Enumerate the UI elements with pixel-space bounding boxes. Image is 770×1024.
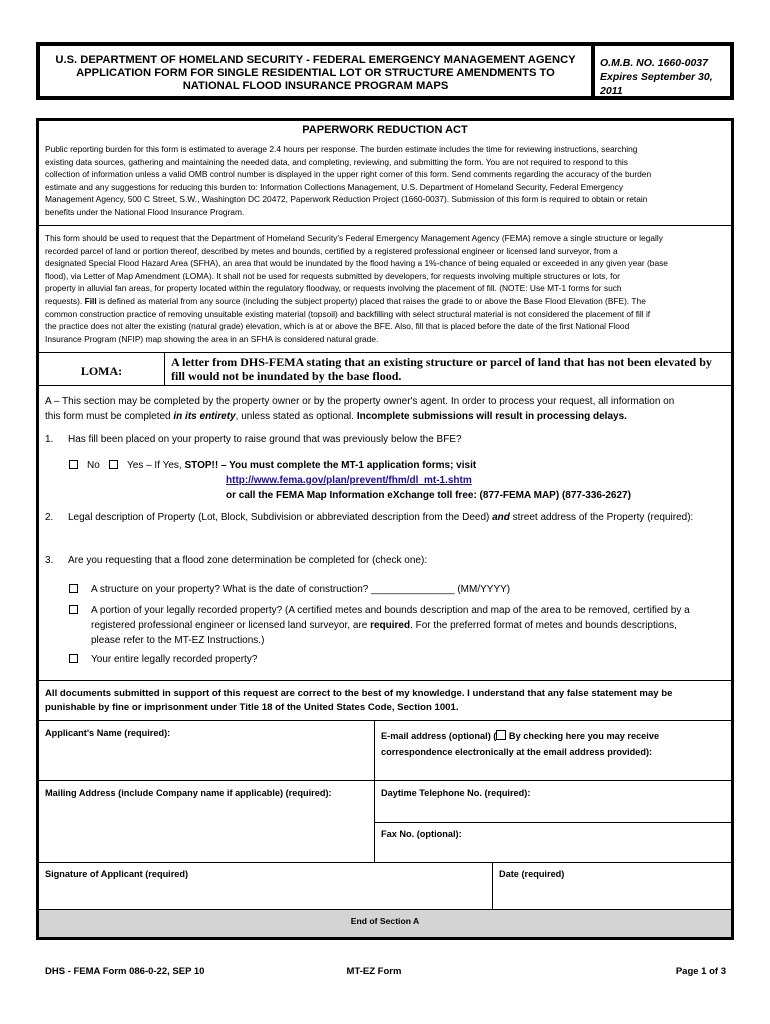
mt1-link[interactable]: http://www.fema.gov/plan/prevent/fhm/dl_mt-1.shtm	[226, 475, 472, 486]
divider	[39, 225, 731, 226]
phone-field[interactable]	[377, 802, 729, 820]
divider	[39, 720, 731, 721]
fax-field[interactable]	[377, 843, 729, 860]
pra-line: Management Agency, 500 C Street, S.W., Washington DC 20472, Paperwork Reduction Project (1660-0037). Submission of this form is required to obtain or retain	[45, 194, 648, 205]
divider	[492, 862, 493, 909]
intro-line: A – This section may be completed by the property owner or by the property owner's agent. In order to process your request, all information on	[45, 396, 675, 407]
loma-def-line: A letter from DHS-FEMA stating that an existing structure or parcel of land that has not been elevated by	[171, 355, 712, 369]
pra-line: Public reporting burden for this form is estimated to average 2.4 hours per response. The burden estimate includes the time for reviewing instructions, searching	[45, 144, 638, 154]
intro-warning: Incomplete submissions will result in processing delays.	[356, 411, 627, 422]
q3-number: 3.	[45, 555, 54, 566]
section-a-intro	[45, 394, 729, 424]
email-seg: E-mail address (optional) (	[381, 731, 497, 741]
email-seg: By checking here you may receive	[506, 731, 660, 741]
q3-required: required	[370, 620, 411, 631]
email-line	[381, 728, 659, 744]
yes-seg: Yes – If Yes,	[127, 460, 185, 471]
phone-label: Daytime Telephone No. (required):	[381, 788, 531, 798]
instr-fill-term: Fill	[84, 295, 97, 306]
instr-line: This form should be used to request that the Department of Homeland Security's Federal Emergency Management Agency (FEMA) remove a single structure or legally	[45, 233, 663, 243]
q2-number: 2.	[45, 512, 54, 523]
q3-seg: . For the preferred format of metes and bounds descriptions,	[410, 620, 677, 631]
instr-line: flood), via Letter of Map Amendment (LOMA). It shall not be used for requests submitted by developers, for requests involving multiple structures or lots, for	[45, 270, 620, 281]
instr-line: property in alluvial fan areas, for property located within the regulatory floodway, or requests involving the placement of fill. (NOTE: Use MT-1 forms for such	[45, 283, 622, 294]
q3-portion-label	[91, 603, 731, 648]
intro-seg: this form must be completed	[45, 411, 174, 422]
q3-entire-checkbox[interactable]	[69, 654, 78, 663]
instr-seg: is defined as material from any source (including the subject property) placed that raises the grade to or above the Base Flood Elevation (BFE). The	[96, 295, 646, 306]
divider	[39, 352, 731, 353]
intro-seg: , unless stated as optional.	[235, 411, 357, 422]
divider	[39, 385, 731, 386]
q3-portion-line: please refer to the MT-EZ Instructions.)	[91, 635, 265, 646]
cert-line: punishable by fine or imprisonment under Title 18 of the United States Code, Section 1001.	[45, 702, 459, 713]
q1-no-checkbox[interactable]	[69, 460, 78, 469]
instr-line: the practice does not alter the existing (natural grade) elevation, which is at or above the BFE. Also, fill that is placed before the date of the first National Flood	[45, 321, 630, 332]
pra-text	[45, 143, 729, 219]
q3-portion-line: A portion of your legally recorded property? (A certified metes and bounds description and map of the area to be removed, certified by a	[91, 605, 690, 616]
omb-block	[600, 56, 730, 98]
form-header	[36, 42, 734, 100]
pra-heading: PAPERWORK REDUCTION ACT	[302, 124, 468, 136]
q1-no-label: No	[87, 460, 100, 471]
mailing-address-label: Mailing Address (include Company name if applicable) (required):	[45, 788, 332, 798]
q1-number: 1.	[45, 434, 54, 445]
email-line: correspondence electronically at the email address provided):	[381, 747, 653, 757]
date-label: Date (required)	[499, 869, 565, 879]
q2-and: and	[492, 512, 510, 523]
stop-warning: STOP!! – You must complete the MT-1 application forms; visit	[184, 460, 477, 471]
certification-text	[45, 687, 729, 715]
instr-line: recorded parcel of land or portion thereof, described by metes and bounds, certified by a registered professional engineer or licensed land surveyor, from a	[45, 245, 618, 256]
footer-page-number: Page 1 of 3	[675, 966, 726, 977]
q2-seg: Legal description of Property (Lot, Block, Subdivision or abbreviated description from the Deed)	[68, 512, 493, 523]
q3-structure-checkbox[interactable]	[69, 584, 78, 593]
divider	[164, 352, 165, 385]
email-opt-in-checkbox[interactable]	[496, 730, 506, 740]
instr-line: designated Special Flood Hazard Area (SFHA), an area that would be inundated by the flood having a 1%-chance of being equaled or exceeded in any given year (base	[45, 258, 668, 269]
date-field[interactable]	[495, 883, 729, 907]
applicant-name-field[interactable]	[41, 744, 372, 778]
q1-yes-label	[127, 458, 476, 473]
title-line-3: NATIONAL FLOOD INSURANCE PROGRAM MAPS	[182, 80, 449, 92]
q3-portion-line	[91, 618, 731, 633]
signature-label: Signature of Applicant (required)	[45, 869, 189, 879]
q3-portion-checkbox[interactable]	[69, 605, 78, 614]
q2-seg: street address of the Property (required):	[509, 512, 694, 523]
divider	[39, 680, 731, 681]
form-title	[40, 46, 595, 96]
loma-def-line: fill would not be inundated by the base flood.	[171, 369, 402, 383]
email-label	[381, 728, 659, 760]
q1-text: Has fill been placed on your property to raise ground that was previously below the BFE?	[68, 434, 462, 445]
instructions-text	[45, 232, 729, 345]
femamap-phone: or call the FEMA Map Information eXchange toll free: (877-FEMA MAP) (877-336-2627)	[226, 490, 631, 501]
q3-seg: registered professional engineer or licensed land surveyor, are	[91, 620, 371, 631]
q3-structure-label: A structure on your property? What is the date of construction? _______________ (MM/YYYY)	[91, 584, 511, 595]
omb-expires: Expires September 30, 2011	[600, 71, 713, 97]
instr-line: common construction practice of removing unsuitable existing material (topsoil) and backfilling with select structural material is not considered the placement of fill if	[45, 308, 651, 319]
applicant-name-label: Applicant's Name (required):	[45, 728, 171, 738]
pra-line: collection of information unless a valid OMB control number is displayed in the upper right corner of this form. Send comments regarding the accuracy of the burden	[45, 169, 652, 180]
pra-line: benefits under the National Flood Insurance Program.	[45, 206, 245, 217]
divider	[374, 822, 731, 823]
q2-text	[68, 510, 730, 525]
q1-yes-checkbox[interactable]	[109, 460, 118, 469]
cert-line: All documents submitted in support of this request are correct to the best of my knowledge. I understand that any false statement may be	[45, 688, 673, 699]
q3-text: Are you requesting that a flood zone determination be completed for (check one):	[68, 555, 428, 566]
instr-line	[45, 295, 729, 308]
signature-field[interactable]	[41, 883, 490, 907]
title-line-1: U.S. DEPARTMENT OF HOMELAND SECURITY - FEDERAL EMERGENCY MANAGEMENT AGENCY	[55, 54, 576, 66]
divider	[39, 780, 731, 781]
footer-form-name: MT-EZ Form	[346, 966, 402, 977]
title-line-2: APPLICATION FORM FOR SINGLE RESIDENTIAL LOT OR STRUCTURE AMENDMENTS TO	[76, 67, 555, 79]
mailing-address-field[interactable]	[41, 802, 372, 860]
instr-seg: requests).	[45, 295, 85, 306]
footer-form-id: DHS - FEMA Form 086-0-22, SEP 10	[45, 966, 205, 977]
fax-label: Fax No. (optional):	[381, 829, 462, 839]
instr-line: Insurance Program (NFIP) map showing the area in an SFHA is considered natural grade.	[45, 333, 379, 344]
intro-line	[45, 409, 729, 424]
loma-label: LOMA:	[80, 364, 123, 378]
divider	[39, 862, 731, 863]
end-section-label: End of Section A	[350, 916, 420, 926]
pra-line: existing data sources, gathering and maintaining the needed data, and completing, reviewing, and submitting the form. You are not required to respond to this	[45, 156, 628, 167]
intro-emph: in its entirety	[173, 411, 236, 422]
divider	[374, 720, 375, 862]
loma-definition	[171, 355, 731, 383]
q3-entire-label: Your entire legally recorded property?	[91, 654, 258, 665]
pra-line: estimate and any suggestions for reducing this burden to: Information Collections Management, U.S. Department of Homeland Security, Federal Emergency	[45, 181, 624, 192]
omb-number: O.M.B. NO. 1660-0037	[600, 57, 708, 69]
